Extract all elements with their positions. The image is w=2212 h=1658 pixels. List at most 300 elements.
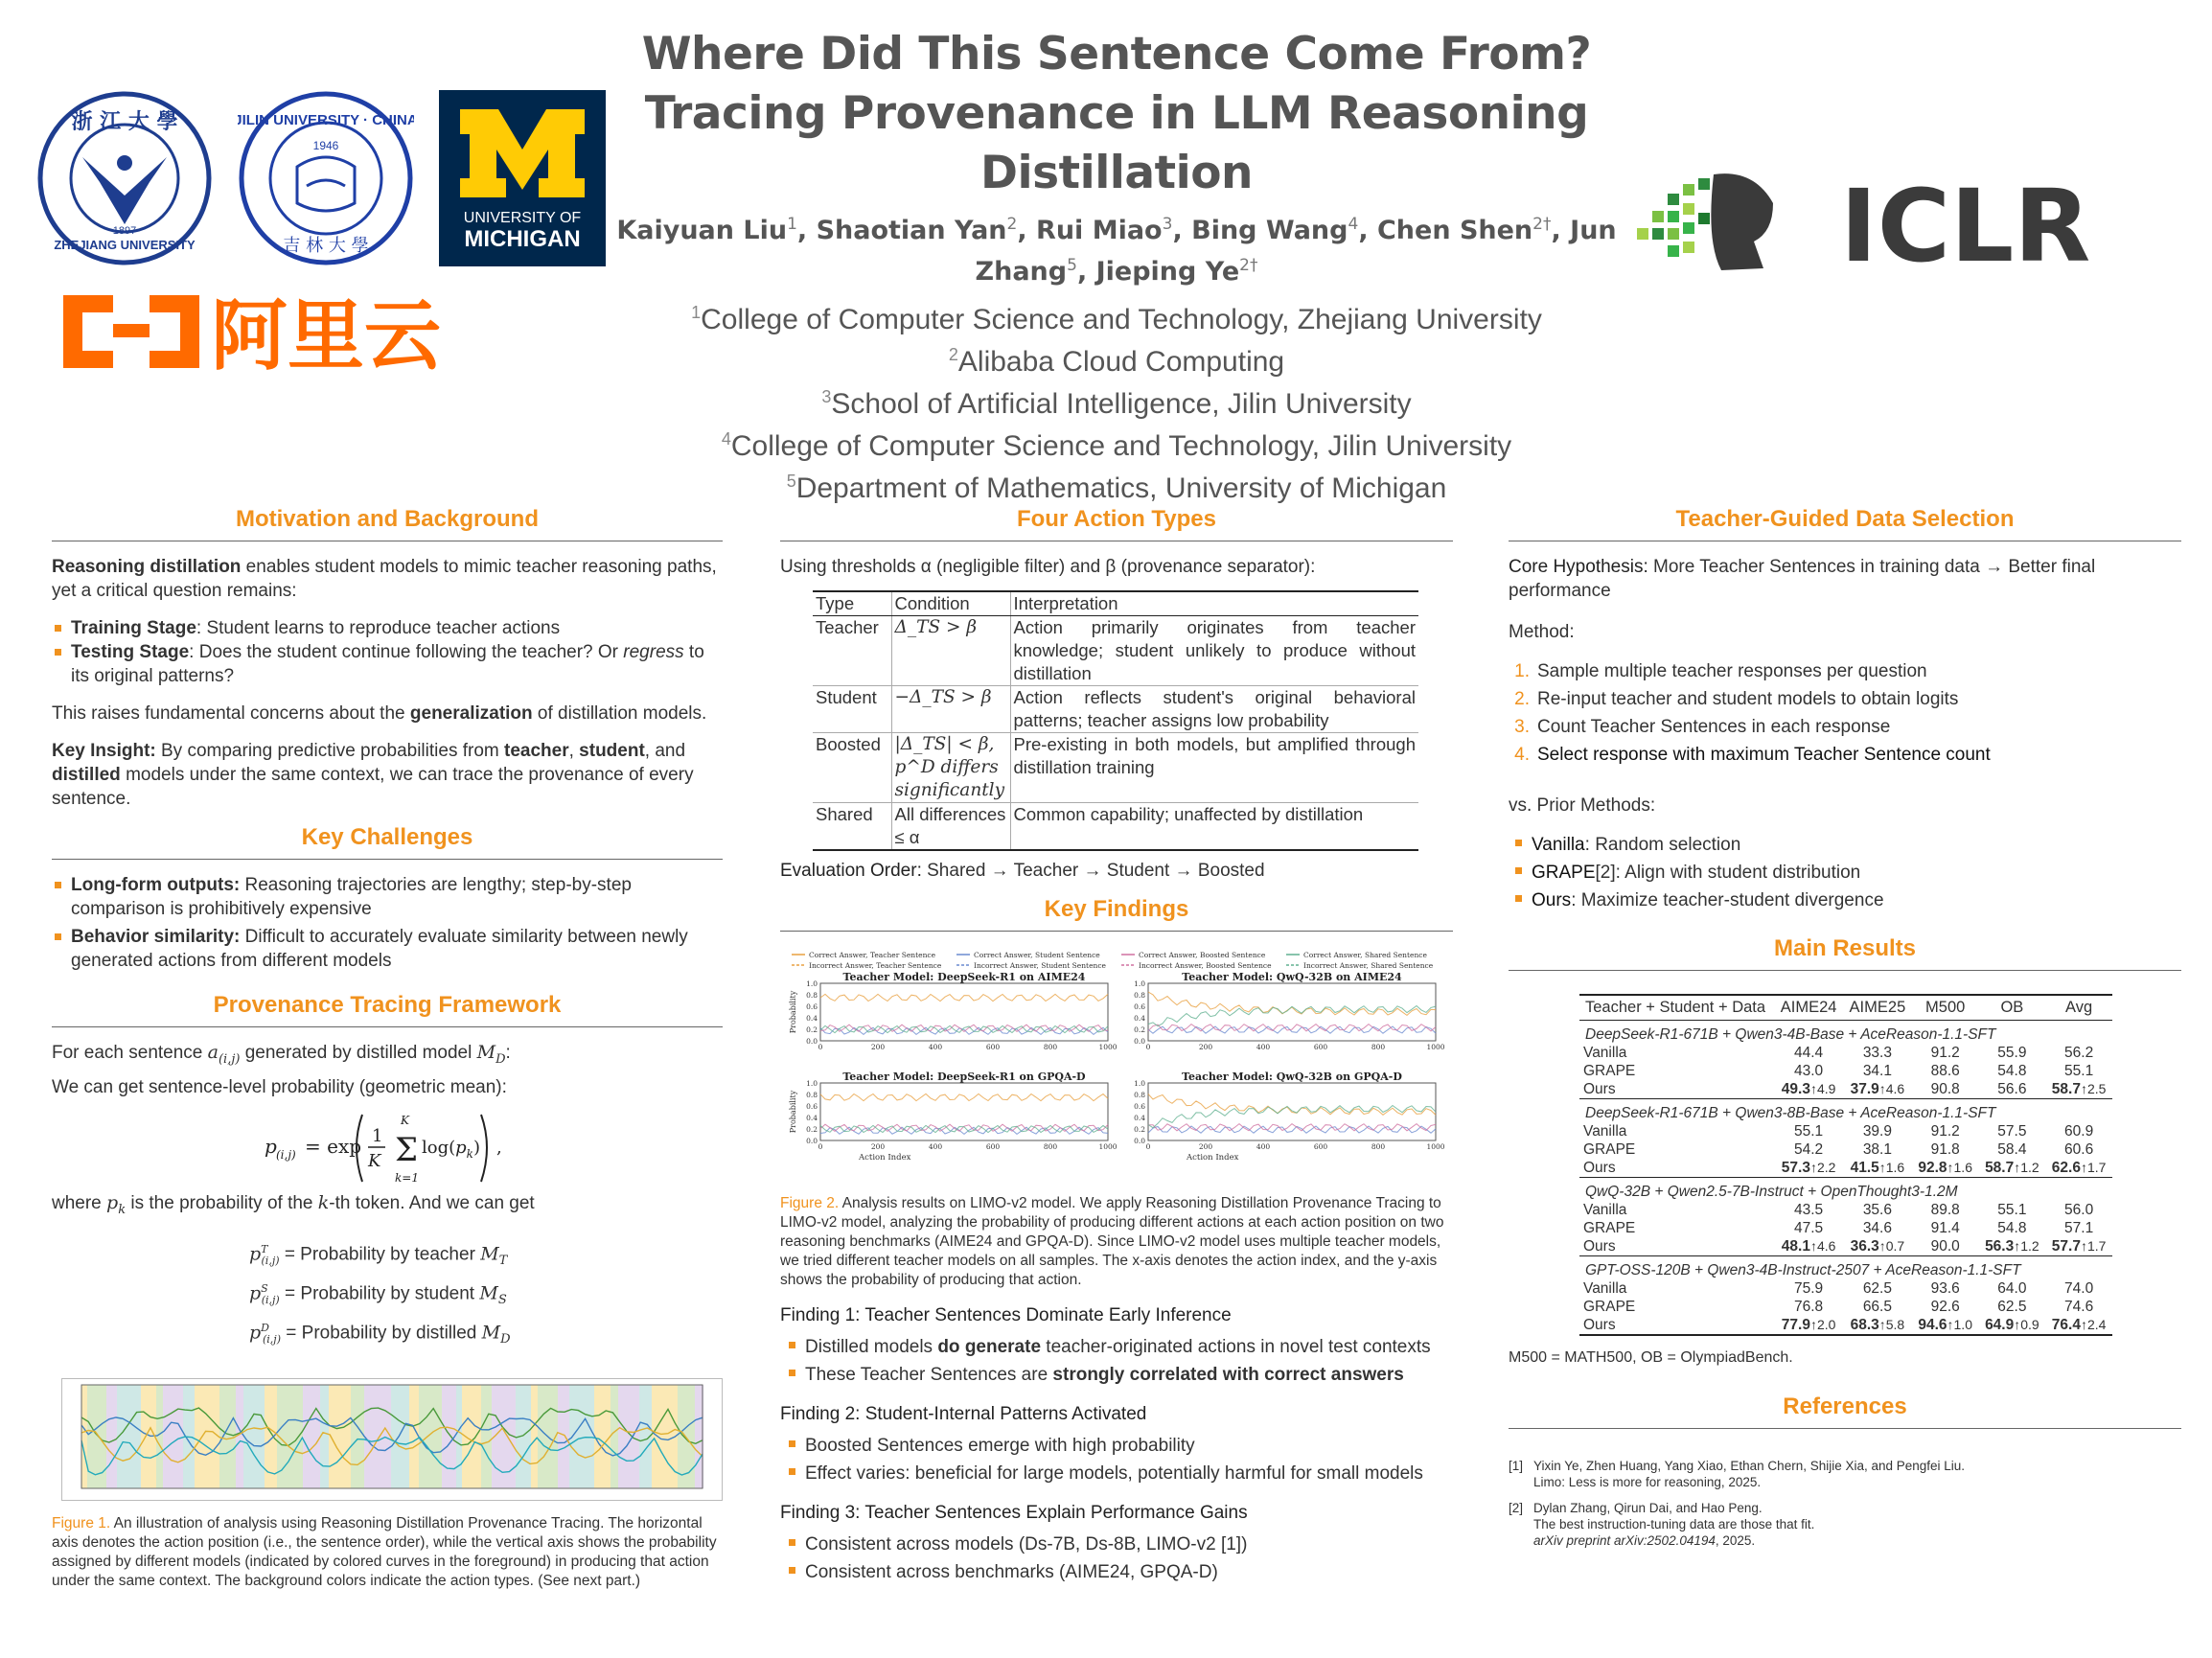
author-name: Bing Wang [1191, 216, 1348, 245]
y-tick-label: 0.0 [806, 1037, 818, 1046]
concern-text [52, 702, 723, 725]
author-affil-mark: 4 [1348, 215, 1359, 234]
value-cell: 41.5↑1.6 [1850, 1160, 1905, 1176]
section-heading-findings: Key Findings [780, 896, 1453, 932]
value-cell: 55.1 [2064, 1063, 2094, 1079]
insight-label: Key Insight: [52, 741, 156, 761]
value-cell: 39.9 [1862, 1123, 1892, 1140]
group-name: DeepSeek-R1-671B + Qwen3-4B-Base + AceReason-1.1-SFT [1585, 1026, 1996, 1043]
fw-k: k [317, 1191, 330, 1213]
figure-1-caption [52, 1514, 723, 1591]
list-item: 1. Sample multiple teacher responses per question [1514, 661, 1927, 681]
affiliation: $^1$College of Computer Science and Technology, Zhejiang University [691, 303, 1542, 335]
affiliation: $^2$Alibaba Cloud Computing [948, 345, 1285, 378]
value-cell: 60.9 [2064, 1123, 2094, 1140]
author-affil-mark: 1 [787, 215, 797, 234]
finding-3-title: Finding 3: Teacher Sentences Explain Performance Gains [780, 1503, 1248, 1523]
x-tick-label: 1000 [1426, 1142, 1445, 1151]
results-note: M500 = MATH500, OB = OlympiadBench. [1509, 1349, 1793, 1366]
author-affil-mark: 5 [1067, 256, 1077, 275]
insight-student: student [579, 741, 645, 761]
col-header: Avg [2045, 995, 2112, 1021]
value-cell: 90.0 [1930, 1238, 1960, 1255]
eval-text: Shared → Teacher → Student → Boosted [921, 861, 1265, 881]
x-tick-label: 200 [1198, 1043, 1213, 1051]
action-type-band [303, 1385, 320, 1488]
y-tick-label: 1.0 [806, 979, 818, 988]
interp-cell: Action primarily originates from teacher knowledge; student unlikely to produce without distillation [1010, 616, 1418, 686]
value-cell: 64.0 [1997, 1280, 2027, 1297]
x-tick-label: 200 [1198, 1142, 1213, 1151]
value-cell: 49.3↑4.9 [1781, 1081, 1836, 1097]
y-tick-label: 0.8 [1134, 1091, 1145, 1099]
intro-bold: Reasoning distillation [52, 557, 242, 577]
value-cell: 92.6 [1930, 1299, 1960, 1315]
value-cell: 38.1 [1862, 1141, 1892, 1158]
list-item [52, 925, 723, 973]
list-item [1512, 859, 2181, 887]
x-tick-label: 400 [1256, 1043, 1271, 1051]
fw-text: is the probability of the [126, 1192, 318, 1213]
prob-student: $p^S_{(i,j)}$ = Probability by student $M_S$ [249, 1281, 507, 1307]
action-type-band [391, 1385, 409, 1488]
reference-1 [1509, 1458, 2181, 1490]
table-row [1579, 1044, 2112, 1062]
table-row [1579, 1080, 2112, 1099]
interp-cell: Common capability; unaffected by distillation [1010, 803, 1418, 851]
value-cell: 75.9 [1794, 1280, 1824, 1297]
value-cell: 76.4↑2.4 [2051, 1317, 2107, 1333]
type-cell: Boosted [813, 733, 891, 803]
section-heading-actions: Four Action Types [780, 506, 1453, 541]
value-cell: 54.2 [1794, 1141, 1824, 1158]
author-name: Jun Zhang [975, 216, 1617, 287]
prob-model: M [480, 1242, 499, 1264]
col-header: M500 [1912, 995, 1979, 1021]
group-row [1579, 1256, 2112, 1280]
action-type-band [141, 1385, 156, 1488]
method-desc: : Maximize teacher-student divergence [1571, 890, 1884, 910]
value-cell: 37.9↑4.6 [1850, 1081, 1905, 1097]
author-name: Chen Shen [1376, 216, 1533, 245]
action-type-band [219, 1385, 236, 1488]
interp-cell: Action reflects student's original behavioral patterns; teacher assigns low probability [1010, 686, 1418, 733]
fw-model: M [476, 1042, 496, 1063]
svg-text:p: p [265, 1134, 277, 1158]
table-row [1579, 1237, 2112, 1256]
ref-title: The best instruction-tuning data are those that fit. [1533, 1517, 1815, 1531]
legend-label: Correct Answer, Student Sentence [974, 951, 1100, 959]
action-type-band [195, 1385, 219, 1488]
reference-2 [1509, 1500, 2181, 1549]
prob-model: M [481, 1322, 501, 1344]
method-cell: Ours [1583, 1160, 1616, 1176]
list-item [52, 616, 723, 640]
method-cell: Vanilla [1583, 1123, 1627, 1140]
fw-text: generated by distilled model [240, 1043, 477, 1063]
value-cell: 88.6 [1930, 1063, 1960, 1079]
value-cell: 77.9↑2.0 [1781, 1317, 1836, 1333]
section-heading-selection: Teacher-Guided Data Selection [1509, 506, 2181, 541]
method-cell: Ours [1583, 1238, 1616, 1255]
value-cell: 54.8 [1997, 1063, 2027, 1079]
x-tick-label: 800 [1371, 1142, 1386, 1151]
table-row [813, 616, 1418, 686]
value-cell: 90.8 [1930, 1081, 1960, 1097]
svg-text:,: , [496, 1137, 502, 1158]
value-cell: 55.1 [1997, 1202, 2027, 1218]
concern-b: of distillation models. [532, 703, 707, 724]
fw-sym: a [207, 1042, 219, 1063]
insight-a: By comparing predictive probabilities from [155, 741, 504, 761]
x-tick-label: 800 [1043, 1142, 1058, 1151]
intro-rest: enables student models to mimic teacher reasoning paths, yet a critical question remains: [52, 557, 717, 601]
poster-title: Where Did This Sentence Come From? Tracing Provenance in LLM Reasoning Distillation [641, 28, 1592, 199]
stage-label: Training Stage [71, 618, 196, 638]
challenge-label: Behavior similarity: [71, 927, 241, 947]
action-type-band [558, 1385, 569, 1488]
probability-definitions [52, 1235, 723, 1353]
svg-text:k=1: k=1 [395, 1170, 419, 1185]
x-tick-label: 400 [1256, 1142, 1271, 1151]
svg-text:阿里云: 阿里云 [211, 291, 441, 380]
step-text: Re-input teacher and student models to obtain logits [1537, 689, 1959, 709]
y-axis-label: Probability [789, 990, 797, 1034]
value-cell: 33.3 [1862, 1045, 1892, 1061]
method-cell: GRAPE [1583, 1220, 1636, 1236]
column-right [1509, 506, 2181, 1558]
y-tick-label: 0.4 [806, 1114, 818, 1122]
umich-line1: UNIVERSITY OF [463, 210, 582, 226]
x-tick-label: 0 [818, 1142, 823, 1151]
finding-1-title: Finding 1: Teacher Sentences Dominate Early Inference [780, 1305, 1232, 1325]
stage-label: Testing Stage [71, 642, 190, 662]
author-list: Kaiyuan Liu$^1$, Shaotian Yan$^2$, Rui Miao$^3$, Bing Wang$^4$, Chen Shen$^{2\dagger}$, Jun Zhang$^5$, Jieping $Ye^{2\dagger}$ [616, 215, 1617, 287]
list-item: 3. Count Teacher Sentences in each response [1514, 717, 1891, 737]
action-type-band [117, 1385, 141, 1488]
value-cell: 58.7↑2.5 [2051, 1081, 2107, 1097]
list-item: 4. Select response with maximum Teacher Sentence count [1514, 745, 1991, 765]
geometric-mean-formula [52, 1103, 723, 1191]
zhejiang-university-logo [35, 90, 215, 266]
finding-bold: do generate [937, 1337, 1042, 1357]
finding-text: teacher-originated actions in novel test contexts [1041, 1337, 1431, 1357]
prob-text: = Probability by teacher [284, 1243, 481, 1264]
action-types-table [813, 590, 1418, 851]
value-cell: 43.5 [1794, 1202, 1824, 1218]
list-item [52, 640, 723, 688]
list-item: Effect varies: beneficial for large models, potentially harmful for small models [786, 1460, 1453, 1487]
list-item [786, 1361, 1453, 1389]
y-tick-label: 0.2 [806, 1025, 818, 1034]
y-tick-label: 0.2 [1134, 1025, 1145, 1034]
section-heading-framework: Provenance Tracing Framework [52, 992, 723, 1027]
eval-label: Evaluation Order: [780, 861, 922, 881]
panel-title: Teacher Model: DeepSeek-R1 on GPQA-D [842, 1071, 1086, 1083]
figure-1-plot [61, 1378, 723, 1501]
col-header: Type [813, 591, 891, 616]
group-name: GPT-OSS-120B + Qwen3-4B-Instruct-2507 + AceReason-1.1-SFT [1579, 1256, 2112, 1280]
prior-methods-label: vs. Prior Methods: [1509, 795, 1656, 816]
fw-colon: : [505, 1043, 511, 1063]
y-tick-label: 0.6 [806, 1102, 818, 1111]
y-tick-label: 0.2 [806, 1125, 818, 1134]
group-row [1579, 1021, 2112, 1045]
list-item [786, 1333, 1453, 1361]
x-tick-label: 600 [1313, 1142, 1328, 1151]
method-desc: : Align with student distribution [1615, 863, 1861, 883]
list-item: Consistent across models (Ds-7B, Ds-8B, LIMO-v2 [1]) [786, 1531, 1453, 1558]
value-cell: 91.2 [1930, 1045, 1960, 1061]
finding-3-list [786, 1531, 1453, 1586]
prior-methods-list [1512, 831, 2181, 914]
action-type-band [81, 1385, 87, 1488]
y-tick-label: 0.0 [1134, 1137, 1145, 1145]
action-type-band [243, 1385, 265, 1488]
author-affil-mark: 2† [1532, 215, 1552, 234]
action-type-band [364, 1385, 391, 1488]
method-desc: : Random selection [1584, 835, 1741, 855]
condition-cell: −Δ_TS > β [891, 686, 1010, 733]
y-tick-label: 0.6 [1134, 1002, 1145, 1011]
figure-2-caption [780, 1194, 1453, 1290]
svg-text:吉 林 大 學: 吉 林 大 學 [283, 236, 369, 256]
method-cell: GRAPE [1583, 1141, 1636, 1158]
motivation-intro [52, 555, 723, 603]
fw-text: -th token. And we can get [329, 1192, 535, 1213]
finding-text: These Teacher Sentences are [805, 1365, 1053, 1385]
action-type-band [106, 1385, 117, 1488]
finding-text: Distilled models [805, 1337, 938, 1357]
method-label: Method: [1509, 622, 1575, 642]
value-cell: 93.6 [1930, 1280, 1960, 1297]
x-tick-label: 800 [1043, 1043, 1058, 1051]
step-text: Sample multiple teacher responses per question [1537, 661, 1927, 681]
value-cell: 89.8 [1930, 1202, 1960, 1218]
svg-text:K: K [401, 1113, 409, 1127]
legend-label: Correct Answer, Shared Sentence [1303, 951, 1427, 959]
author-affil-mark: 2 [1006, 215, 1018, 234]
legend-label: Incorrect Answer, Teacher Sentence [809, 961, 942, 970]
col-header: Interpretation [1010, 591, 1418, 616]
challenge-text: Reasoning trajectories are lengthy; step-by-step comparison is prohibitively expensive [71, 875, 632, 919]
list-item [1512, 831, 2181, 859]
author-affil-mark: 3 [1162, 215, 1173, 234]
key-insight [52, 739, 723, 811]
actions-intro: Using thresholds α (negligible filter) and β (provenance separator): [780, 557, 1316, 577]
method-cell: Ours [1583, 1081, 1616, 1097]
concern-bold: generalization [409, 703, 533, 724]
ref-key: [2] [1509, 1501, 1524, 1515]
insight-distilled: distilled [52, 765, 121, 785]
y-tick-label: 0.8 [806, 1091, 818, 1099]
method-cell: Vanilla [1583, 1280, 1627, 1297]
prob-sub: D [500, 1331, 511, 1347]
figure-2-plots [780, 947, 1453, 1186]
method-cell: Vanilla [1583, 1202, 1627, 1218]
action-type-band [156, 1385, 163, 1488]
panel-title: Teacher Model: QwQ-32B on GPQA-D [1182, 1071, 1402, 1083]
condition-cell: Δ_TS > β [891, 616, 1010, 686]
stage-emphasis: regress [623, 642, 684, 662]
method-cell: Vanilla [1583, 1045, 1627, 1061]
value-cell: 54.8 [1997, 1220, 2027, 1236]
value-cell: 56.3↑1.2 [1985, 1238, 2039, 1255]
method-name: GRAPE [1532, 863, 1596, 883]
y-tick-label: 0.6 [806, 1002, 818, 1011]
table-header-row [1579, 995, 2112, 1021]
value-cell: 62.5 [1862, 1280, 1892, 1297]
iclr-logo [1629, 165, 2128, 280]
svg-text:(i,j): (i,j) [276, 1147, 296, 1162]
type-cell: Teacher [813, 616, 891, 686]
x-tick-label: 0 [1145, 1142, 1151, 1151]
ref-title: Limo: Less is more for reasoning, 2025. [1533, 1475, 1762, 1489]
table-row [1579, 1122, 2112, 1140]
stage-list [52, 616, 723, 688]
prob-sub: T [498, 1253, 508, 1268]
fw-text: For each sentence [52, 1043, 208, 1063]
step-text: Select response with maximum Teacher Sentence count [1537, 745, 1991, 765]
hyp-text: More Teacher Sentences in training data → Better final performance [1509, 557, 2096, 601]
affiliation: $^5$Department of Mathematics, University of Michigan [786, 472, 1447, 504]
main-results-table [1579, 994, 2112, 1336]
x-tick-label: 600 [985, 1043, 1001, 1051]
panel-title: Teacher Model: DeepSeek-R1 on AIME24 [842, 971, 1086, 983]
table-row [1579, 1140, 2112, 1159]
value-cell: 66.5 [1862, 1299, 1892, 1315]
fw-model-sub: D [495, 1051, 506, 1067]
group-row [1579, 1099, 2112, 1123]
fw-p: p [106, 1191, 119, 1213]
prob-teacher: $p^T_{(i,j)}$ = Probability by teacher $M_T$ [249, 1242, 508, 1268]
x-tick-label: 800 [1371, 1043, 1386, 1051]
condition-cell: All differences ≤ α [891, 803, 1010, 851]
caption-label: Figure 1. [52, 1514, 111, 1531]
value-cell: 58.7↑1.2 [1985, 1160, 2039, 1176]
prob-distilled: $p^D_{(i,j)}$ = Probability by distilled $M_D$ [249, 1321, 511, 1347]
value-cell: 92.8↑1.6 [1918, 1160, 1972, 1176]
method-name: Ours [1532, 890, 1572, 910]
fw-sub: (i,j) [218, 1051, 241, 1067]
list-item [1512, 887, 2181, 914]
table-row [1579, 1298, 2112, 1316]
value-cell: 91.8 [1930, 1141, 1960, 1158]
value-cell: 56.6 [1997, 1081, 2027, 1097]
finding-2-list [786, 1432, 1453, 1487]
x-tick-label: 400 [928, 1142, 943, 1151]
type-cell: Student [813, 686, 891, 733]
legend-label: Incorrect Answer, Shared Sentence [1303, 961, 1434, 970]
value-cell: 34.6 [1862, 1220, 1892, 1236]
action-type-band [329, 1385, 351, 1488]
y-tick-label: 0.0 [1134, 1037, 1145, 1046]
reference-list [1509, 1458, 2181, 1549]
author-name: Rui Miao [1036, 216, 1163, 245]
col-header: AIME25 [1843, 995, 1912, 1021]
svg-text:= exp: = exp [305, 1134, 362, 1158]
action-type-band [236, 1385, 243, 1488]
svg-text:浙 江 大 學: 浙 江 大 學 [71, 109, 178, 134]
value-cell: 62.6↑1.7 [2051, 1160, 2107, 1176]
umich-line2: MICHIGAN [464, 226, 581, 252]
x-tick-label: 400 [928, 1043, 943, 1051]
list-item: 2. Re-input teacher and student models to obtain logits [1514, 689, 1959, 709]
value-cell: 35.6 [1862, 1202, 1892, 1218]
insight-teacher: teacher [504, 741, 569, 761]
fw-k: k [118, 1202, 127, 1217]
col-header: Condition [891, 591, 1010, 616]
method-ref[interactable]: [2] [1595, 863, 1616, 883]
challenge-list [52, 873, 723, 973]
value-cell: 60.6 [2064, 1141, 2094, 1158]
value-cell: 57.3↑2.2 [1781, 1160, 1836, 1176]
value-cell: 56.2 [2064, 1045, 2094, 1061]
action-type-band [419, 1385, 442, 1488]
action-type-band [531, 1385, 538, 1488]
value-cell: 62.5 [1997, 1299, 2027, 1315]
section-heading-results: Main Results [1509, 935, 2181, 971]
ref-venue: arXiv preprint arXiv:2502.04194 [1533, 1533, 1716, 1548]
action-type-band [618, 1385, 639, 1488]
caption-label: Figure 2. [780, 1195, 840, 1211]
table-row [813, 803, 1418, 851]
value-cell: 57.7↑1.7 [2051, 1238, 2107, 1255]
concern-a: This raises fundamental concerns about the [52, 703, 410, 724]
action-type-band [320, 1385, 329, 1488]
group-name: QwQ-32B + Qwen2.5-7B-Instruct + OpenThought3-1.2M [1579, 1178, 2112, 1202]
action-type-band [456, 1385, 462, 1488]
table-row [1579, 1201, 2112, 1219]
step-text: Count Teacher Sentences in each response [1537, 717, 1891, 737]
svg-text:1946: 1946 [312, 139, 339, 152]
table-row [813, 733, 1418, 803]
type-cell: Shared [813, 803, 891, 851]
prob-sub: S [497, 1292, 507, 1307]
x-tick-label: 1000 [1098, 1043, 1118, 1051]
ref-key: [1] [1509, 1459, 1524, 1473]
jilin-university-logo [238, 90, 414, 266]
value-cell: 76.8 [1794, 1299, 1824, 1315]
svg-text:JILIN UNIVERSITY · CHINA: JILIN UNIVERSITY · CHINA [238, 112, 414, 128]
finding-2-title: Finding 2: Student-Internal Patterns Activated [780, 1404, 1147, 1424]
insight-comma: , [568, 741, 580, 761]
table-row [813, 686, 1418, 733]
ref-year: , 2025. [1715, 1533, 1756, 1548]
poster-header [575, 25, 1658, 506]
value-cell: 34.1 [1862, 1063, 1892, 1079]
col-header: AIME24 [1774, 995, 1843, 1021]
legend-label: Correct Answer, Teacher Sentence [809, 951, 936, 959]
column-left [52, 506, 723, 1591]
ref-authors: Yixin Ye, Zhen Huang, Yang Xiao, Ethan Chern, Shijie Xia, and Pengfei Liu. [1533, 1459, 1966, 1473]
col-header: Teacher + Student + Data [1579, 995, 1774, 1021]
value-cell: 57.5 [1997, 1123, 2027, 1140]
author-name: Kaiyuan Liu [616, 216, 788, 245]
y-tick-label: 0.8 [806, 991, 818, 1000]
method-name: Vanilla [1532, 835, 1585, 855]
svg-text:1897: 1897 [112, 225, 137, 237]
x-axis-label: Action Index [859, 1153, 911, 1163]
legend-label: Incorrect Answer, Boosted Sentence [1139, 961, 1272, 970]
value-cell: 91.4 [1930, 1220, 1960, 1236]
author-affil-mark: 2† [1239, 256, 1258, 275]
svg-text:ZHEJIANG UNIVERSITY: ZHEJIANG UNIVERSITY [54, 238, 196, 252]
method-steps [1509, 657, 2181, 769]
y-tick-label: 0.4 [806, 1014, 818, 1023]
list-item: Consistent across benchmarks (AIME24, GPQA-D) [786, 1558, 1453, 1586]
caption-text: An illustration of analysis using Reasoning Distillation Provenance Tracing. The horizontal axis denotes the action position (i.e., the sentence order), while the vertical axis shows the probability assigned by different models (indicated by colored curves in the foreground) in producing that action under the same context. The background colors indicate the action types. (See next part.) [52, 1514, 717, 1589]
